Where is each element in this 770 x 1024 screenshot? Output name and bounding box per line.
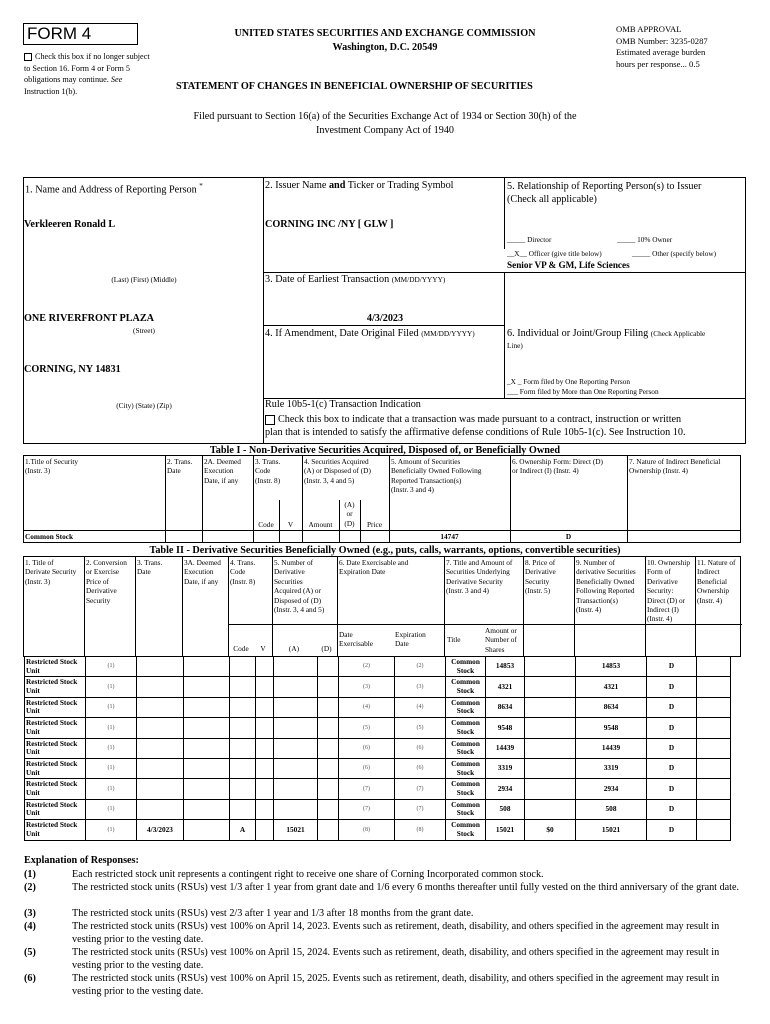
t2-cell-conv: (1): [86, 657, 137, 677]
t2-cell-empty: [184, 697, 230, 717]
t2-h-conversion: 2. Conversion or Exercise Price of Derivative Security: [86, 558, 127, 605]
t2-cell-price: [525, 799, 576, 819]
t2-cell-title: Restricted Stock Unit: [25, 718, 86, 738]
filed-pursuant-line-1: Filed pursuant to Section 16(a) of the Securities Exchange Act of 1934 or Section 30(h) of the: [193, 111, 577, 122]
t2-cell-exer: (5): [339, 718, 395, 738]
box5-label: 5. Relationship of Reporting Person(s) to Issuer (Check all applicable): [507, 181, 702, 205]
explanation-number: (6): [24, 973, 36, 984]
t2-cell-empty: [697, 820, 731, 840]
t2-cell-exer: (2): [339, 657, 395, 677]
box6-label: 6. Individual or Joint/Group Filing (Check Applicable Line): [507, 328, 706, 350]
t2-cell-shares: 508: [486, 799, 525, 819]
t2-cell-a: [274, 799, 318, 819]
t2-cell-exp: (3): [395, 677, 446, 697]
t2-cell-shares: 14853: [486, 657, 525, 677]
t2-cell-title: Restricted Stock Unit: [25, 738, 86, 758]
table2-body: [24, 656, 731, 841]
t2-cell-empty: [184, 758, 230, 778]
t2-cell-conv: (1): [86, 677, 137, 697]
t1-sub-price: Price: [367, 520, 382, 529]
t2-cell-empty: [256, 779, 274, 799]
t2-cell-owned: 14853: [576, 657, 647, 677]
box1-label: 1. Name and Address of Reporting Person *: [25, 182, 203, 196]
t1-h-amount: 5. Amount of Securities Beneficially Owned Following Reported Transaction(s) (Instr. 3 and 4): [391, 457, 482, 495]
t1-row-form: D: [565, 532, 572, 541]
table-row: [25, 779, 731, 799]
t2-cell-exer: (7): [339, 799, 395, 819]
director-option[interactable]: _____ Director: [507, 235, 552, 244]
t2-cell-conv: (1): [86, 697, 137, 717]
t2-h-form: 10. Ownership Form of Derivative Security: Direct (D) or Indirect (I) (Instr. 4): [647, 558, 690, 624]
t2-cell-code: [230, 697, 256, 717]
table2-title: Table II - Derivative Securities Beneficially Owned (e.g., puts, calls, warrants, options, convertible securities): [149, 545, 621, 556]
t2-cell-price: [525, 738, 576, 758]
t2-cell-empty: [318, 799, 339, 819]
issuer-name: CORNING INC /NY [ GLW ]: [265, 219, 394, 230]
explanation-number: (2): [24, 882, 36, 893]
t2-h-number: 5. Number of Derivative Securities Acquired (A) or Disposed of (D) (Instr. 3, 4 and 5): [274, 558, 325, 615]
t2-cell-code: [230, 657, 256, 677]
t1-sub-amount: Amount: [308, 520, 333, 529]
t2-cell-form: D: [647, 758, 697, 778]
t2-cell-code: A: [230, 820, 256, 840]
t2-cell-empty: [184, 657, 230, 677]
name-subtitle: (Last) (First) (Middle): [111, 275, 177, 284]
t2-cell-conv: (1): [86, 738, 137, 758]
street-address: ONE RIVERFRONT PLAZA: [24, 313, 154, 324]
filed-pursuant-line-2: Investment Company Act of 1940: [315, 125, 455, 136]
t1-sub-v: V: [287, 520, 294, 529]
t2-cell-u-title: Common Stock: [446, 657, 486, 677]
t2-cell-empty: [184, 799, 230, 819]
t2-cell-form: D: [647, 799, 697, 819]
t2-cell-form: D: [647, 779, 697, 799]
t2-cell-conv: (1): [86, 779, 137, 799]
t2-h-date: 3. Trans. Date: [137, 558, 163, 577]
t1-sub-code: Code: [258, 520, 274, 529]
t2-cell-title: Restricted Stock Unit: [25, 677, 86, 697]
t2-cell-empty: [318, 758, 339, 778]
table-row: [25, 820, 731, 840]
t2-cell-exer: (7): [339, 779, 395, 799]
t2-cell-empty: [318, 718, 339, 738]
t2-cell-empty: [184, 677, 230, 697]
t2-cell-form: D: [647, 820, 697, 840]
t2-cell-exer: (6): [339, 738, 395, 758]
t2-cell-date: [137, 697, 184, 717]
t2-cell-owned: 3319: [576, 758, 647, 778]
t2-cell-u-title: Common Stock: [446, 718, 486, 738]
t2-cell-price: $0: [525, 820, 576, 840]
t2-h-exercisable: 6. Date Exercisable and Expiration Date: [339, 558, 409, 577]
t2-cell-exp: (7): [395, 779, 446, 799]
t2-cell-conv: (1): [86, 799, 137, 819]
t2-cell-empty: [256, 820, 274, 840]
t2-cell-empty: [256, 799, 274, 819]
t2-cell-a: [274, 738, 318, 758]
omb-burden: Estimated average burden: [616, 47, 706, 57]
t2-cell-title: Restricted Stock Unit: [25, 758, 86, 778]
t2-cell-exp: (5): [395, 718, 446, 738]
t2-cell-code: [230, 738, 256, 758]
t2-cell-exp: (4): [395, 697, 446, 717]
t2-cell-empty: [697, 697, 731, 717]
t2-cell-price: [525, 779, 576, 799]
t2-cell-date: [137, 677, 184, 697]
t2-cell-title: Restricted Stock Unit: [25, 657, 86, 677]
t2-cell-title: Restricted Stock Unit: [25, 779, 86, 799]
explanation-text: The restricted stock units (RSUs) vest 100% on April 14, 2023. Events such as retirement, death, disability, and others specified in the agreement may result in vesting prior to the vesting date.: [72, 921, 720, 945]
t2-cell-a: [274, 677, 318, 697]
explanation-number: (5): [24, 947, 36, 958]
t2-cell-empty: [256, 697, 274, 717]
omb-hours: hours per response... 0.5: [616, 58, 700, 69]
t2-cell-empty: [697, 799, 731, 819]
officer-title: Senior VP & GM, Life Sciences: [507, 260, 630, 270]
explanation-text: The restricted stock units (RSUs) vest 2/3 after 1 year and 1/3 after 18 months from the grant date.: [72, 908, 474, 919]
t2-cell-exer: (4): [339, 697, 395, 717]
table-row: [25, 799, 731, 819]
t2-h-code: 4. Trans. Code (Instr. 8): [230, 558, 256, 586]
t1-h-code: 3. Trans. Code (Instr. 8): [255, 457, 281, 485]
t2-cell-conv: (1): [86, 758, 137, 778]
t2-h-nature: 11. Nature of Indirect Beneficial Ownership (Instr. 4): [697, 558, 736, 605]
t2-cell-owned: 9548: [576, 718, 647, 738]
t2-cell-owned: 14439: [576, 738, 647, 758]
t2-cell-a: [274, 758, 318, 778]
t2-sub-d: (D): [321, 644, 332, 653]
t1-sub-aord: (A) or (D): [344, 500, 355, 528]
t2-cell-shares: 4321: [486, 677, 525, 697]
explanation-text: The restricted stock units (RSUs) vest 100% on April 15, 2025. Events such as retirement, death, disability, and others specified in the agreement may result in vesting prior to the vesting date.: [72, 973, 720, 997]
t2-cell-exp: (6): [395, 758, 446, 778]
t2-cell-code: [230, 758, 256, 778]
t2-cell-empty: [256, 758, 274, 778]
explanation-text: Each restricted stock unit represents a contingent right to receive one share of Corning Incorporated common stock.: [72, 869, 544, 880]
agency-location: Washington, D.C. 20549: [332, 42, 438, 53]
table-row: [25, 677, 731, 697]
t2-sub-expiration: Expiration Date: [395, 630, 426, 649]
table-row: [25, 697, 731, 717]
t2-cell-a: [274, 718, 318, 738]
omb-approval-box: [616, 24, 746, 70]
t2-cell-empty: [184, 718, 230, 738]
t2-cell-empty: [184, 738, 230, 758]
t2-cell-empty: [697, 779, 731, 799]
t2-cell-form: D: [647, 697, 697, 717]
t2-sub-exercisable: Date Exercisable: [339, 630, 374, 649]
t2-cell-owned: 2934: [576, 779, 647, 799]
t2-cell-empty: [184, 820, 230, 840]
t1-h-deemed: 2A. Deemed Execution Date, if any: [204, 457, 241, 485]
t2-cell-owned: 508: [576, 799, 647, 819]
t2-cell-date: [137, 758, 184, 778]
t2-cell-empty: [697, 718, 731, 738]
street-subtitle: (Street): [133, 326, 155, 335]
t2-sub-code: Code: [233, 644, 249, 653]
t2-cell-shares: 2934: [486, 779, 525, 799]
t2-cell-form: D: [647, 657, 697, 677]
t2-cell-conv: (1): [86, 718, 137, 738]
t2-cell-empty: [697, 657, 731, 677]
explanation-number: (1): [24, 869, 36, 880]
t2-h-underlying: 7. Title and Amount of Securities Underlying Derivative Security (Instr. 3 and 4): [446, 558, 513, 596]
city-state-zip: CORNING, NY 14831: [24, 364, 121, 375]
omb-number: OMB Number: 3235-0287: [616, 35, 708, 46]
t2-cell-date: 4/3/2023: [137, 820, 184, 840]
t2-cell-code: [230, 718, 256, 738]
earliest-transaction-date: 4/3/2023: [366, 313, 404, 324]
t2-cell-a: [274, 779, 318, 799]
t2-cell-date: [137, 738, 184, 758]
t2-sub-a: (A): [288, 644, 300, 653]
t2-cell-u-title: Common Stock: [446, 697, 486, 717]
t2-cell-shares: 9548: [486, 718, 525, 738]
no-longer-subject-checkbox[interactable]: [24, 53, 32, 61]
t1-row-amount: 14747: [440, 532, 459, 541]
t2-cell-empty: [318, 738, 339, 758]
filing-more-persons[interactable]: ___ Form filed by More than One Reporting Person: [507, 387, 659, 396]
no-longer-subject-checkbox-text: Check this box if no longer subject to Section 16. Form 4 or Form 5 obligations may continue. See Instruction 1(b).: [24, 52, 150, 96]
t2-cell-conv: (1): [86, 820, 137, 840]
t2-cell-exp: (8): [395, 820, 446, 840]
t1-h-acquired: 4. Securities Acquired (A) or Disposed of (D) (Instr. 3, 4 and 5): [304, 457, 371, 485]
t1-h-ownership: 6. Ownership Form: Direct (D) or Indirect (I) (Instr. 4): [512, 457, 603, 476]
box2-label: 2. Issuer Name and Ticker or Trading Symbol: [265, 180, 454, 191]
t2-sub-amount: Amount or Number of Shares: [485, 626, 517, 654]
t1-h-title: 1.Title of Security (Instr. 3): [25, 457, 79, 476]
other-option[interactable]: _____ Other (specify below): [632, 249, 717, 258]
t2-h-deemed: 3A. Deemed Execution Date, if any: [184, 558, 221, 586]
t2-cell-exer: (3): [339, 677, 395, 697]
t2-cell-date: [137, 657, 184, 677]
filing-one-person[interactable]: _X _ Form filed by One Reporting Person: [507, 377, 631, 386]
t2-cell-u-title: Common Stock: [446, 677, 486, 697]
t2-cell-empty: [318, 779, 339, 799]
t2-cell-title: Restricted Stock Unit: [25, 799, 86, 819]
t2-cell-empty: [184, 779, 230, 799]
table1-title: Table I - Non-Derivative Securities Acquired, Disposed of, or Beneficially Owned: [209, 445, 561, 456]
box4-label: 4. If Amendment, Date Original Filed (MM/DD/YYYY): [265, 328, 475, 339]
t2-cell-a: [274, 697, 318, 717]
t2-cell-a: 15021: [274, 820, 318, 840]
t1-h-nature: 7. Nature of Indirect Beneficial Ownership (Instr. 4): [629, 457, 721, 476]
t2-cell-exp: (7): [395, 799, 446, 819]
t2-cell-empty: [697, 758, 731, 778]
t2-cell-empty: [256, 738, 274, 758]
form-title: FORM 4: [27, 24, 92, 43]
t2-cell-empty: [256, 657, 274, 677]
t2-cell-u-title: Common Stock: [446, 820, 486, 840]
t2-cell-shares: 15021: [486, 820, 525, 840]
rule-10b5-text: Check this box to indicate that a transaction was made pursuant to a contract, instruction or written plan that is intended to satisfy the affirmative defense conditions of Rule 10b5-1(c). See Instruction 10.: [265, 414, 686, 438]
statement-title: STATEMENT OF CHANGES IN BENEFICIAL OWNERSHIP OF SECURITIES: [176, 81, 533, 92]
t2-cell-u-title: Common Stock: [446, 758, 486, 778]
omb-approval-title: OMB APPROVAL: [616, 24, 682, 34]
t2-cell-u-title: Common Stock: [446, 738, 486, 758]
t2-cell-empty: [318, 657, 339, 677]
t2-cell-code: [230, 779, 256, 799]
t1-h-date: 2. Trans. Date: [167, 457, 193, 476]
table-row: [25, 758, 731, 778]
t2-cell-form: D: [647, 738, 697, 758]
officer-option[interactable]: __X__ Officer (give title below): [507, 249, 602, 258]
t2-cell-u-title: Common Stock: [446, 799, 486, 819]
t2-cell-a: [274, 657, 318, 677]
t2-cell-owned: 8634: [576, 697, 647, 717]
t2-cell-shares: 8634: [486, 697, 525, 717]
reporting-person-name: Verkleeren Ronald L: [24, 219, 116, 230]
t2-cell-code: [230, 799, 256, 819]
t2-sub-v: V: [260, 644, 266, 653]
t2-cell-exp: (2): [395, 657, 446, 677]
t2-cell-empty: [697, 677, 731, 697]
t2-cell-empty: [256, 677, 274, 697]
t2-cell-owned: 15021: [576, 820, 647, 840]
t2-cell-empty: [697, 738, 731, 758]
t2-cell-code: [230, 677, 256, 697]
t2-cell-shares: 14439: [486, 738, 525, 758]
t2-cell-title: Restricted Stock Unit: [25, 697, 86, 717]
explanation-text: The restricted stock units (RSUs) vest 100% on April 15, 2024. Events such as retirement, death, disability, and others specified in the agreement may result in vesting prior to the vesting date.: [72, 947, 720, 971]
table-row: [25, 657, 731, 677]
ten-percent-owner-option[interactable]: _____ 10% Owner: [617, 235, 673, 244]
t2-cell-price: [525, 697, 576, 717]
city-subtitle: (City) (State) (Zip): [116, 401, 172, 410]
t2-cell-price: [525, 657, 576, 677]
box3-label: 3. Date of Earliest Transaction (MM/DD/YYYY): [265, 274, 446, 285]
t2-cell-price: [525, 758, 576, 778]
agency-name: UNITED STATES SECURITIES AND EXCHANGE COMMISSION: [234, 28, 536, 39]
t2-cell-empty: [318, 697, 339, 717]
t2-cell-price: [525, 677, 576, 697]
t2-cell-empty: [318, 820, 339, 840]
explanation-text: The restricted stock units (RSUs) vest 1/3 after 1 year from grant date and 1/6 every 6 months thereafter until fully vested on the third anniversary of the grant date.: [72, 882, 740, 893]
t2-sub-title: Title: [447, 635, 461, 644]
t2-h-owned: 9. Number of derivative Securities Beneficially Owned Following Reported Transaction(s) (Instr. 4): [576, 558, 636, 615]
t2-cell-exer: (8): [339, 820, 395, 840]
t2-cell-form: D: [647, 677, 697, 697]
rule-10b5-label: Rule 10b5-1(c) Transaction Indication: [265, 399, 421, 410]
t2-cell-price: [525, 718, 576, 738]
explanation-title: Explanation of Responses:: [24, 855, 139, 866]
t2-cell-date: [137, 799, 184, 819]
t2-cell-empty: [318, 677, 339, 697]
t1-row-security: Common Stock: [25, 532, 74, 541]
table-row: [25, 738, 731, 758]
t2-cell-form: D: [647, 718, 697, 738]
t2-cell-exp: (6): [395, 738, 446, 758]
explanation-number: (3): [24, 908, 36, 919]
explanation-number: (4): [24, 921, 36, 932]
t2-cell-owned: 4321: [576, 677, 647, 697]
t2-cell-date: [137, 779, 184, 799]
t2-cell-date: [137, 718, 184, 738]
t2-cell-empty: [256, 718, 274, 738]
t2-cell-title: Restricted Stock Unit: [25, 820, 86, 840]
t2-h-title: 1. Title of Derivate Security (Instr. 3): [25, 558, 77, 586]
t2-cell-shares: 3319: [486, 758, 525, 778]
table-row: [25, 718, 731, 738]
t2-h-price: 8. Price of Derivative Security (Instr. 5): [525, 558, 556, 596]
rule-10b5-checkbox[interactable]: [265, 415, 275, 425]
t2-cell-u-title: Common Stock: [446, 779, 486, 799]
t2-cell-exer: (6): [339, 758, 395, 778]
